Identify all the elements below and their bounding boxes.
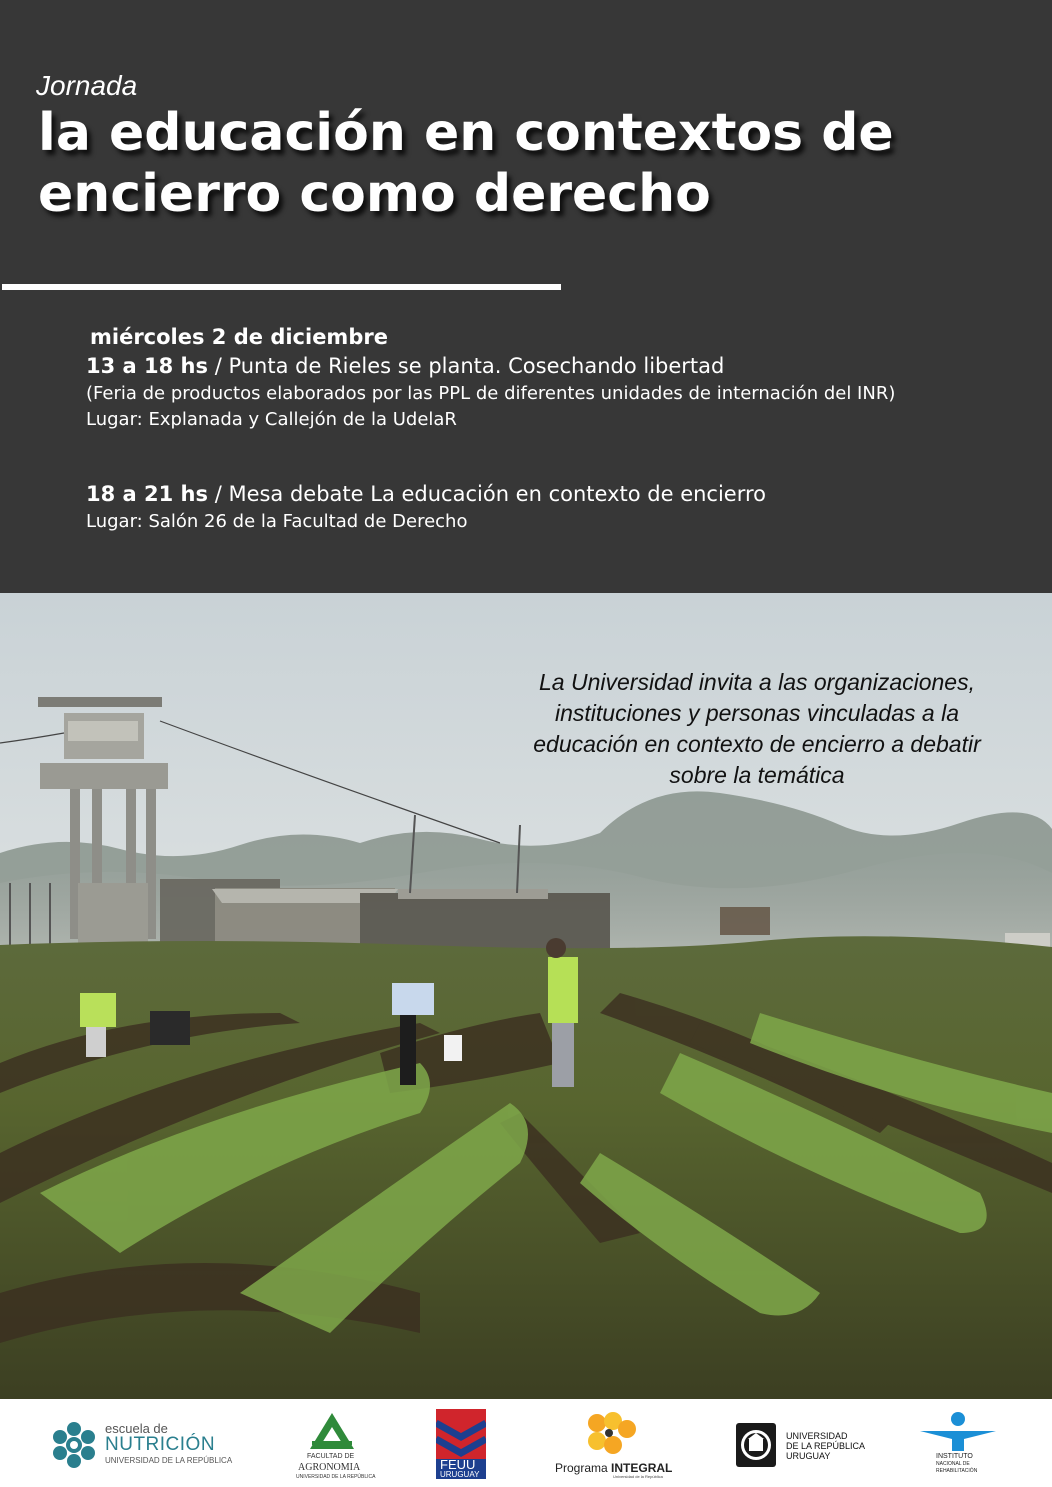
header-banner <box>0 0 1052 593</box>
inr-line1: INSTITUTO <box>936 1453 973 1460</box>
nutricion-big: NUTRICIÓN <box>105 1434 216 1455</box>
logo-agronomia <box>296 1411 376 1481</box>
event-2-separator: / <box>208 482 229 506</box>
event-1-separator: / <box>208 354 229 378</box>
udelar-line3: URUGUAY <box>786 1451 831 1461</box>
logo-inr <box>918 1411 998 1479</box>
title-line-1: la educación en contextos de <box>38 103 894 163</box>
nutricion-flower-icon <box>50 1421 98 1469</box>
logo-udelar <box>736 1423 876 1469</box>
event-1-place: Lugar: Explanada y Callejón de la UdelaR <box>86 409 457 430</box>
inr-line3: REHABILITACIÓN <box>936 1468 978 1474</box>
udelar-line2: DE LA REPÚBLICA <box>786 1441 866 1451</box>
inr-line2: NACIONAL DE <box>936 1461 970 1467</box>
event-2-name: Mesa debate La educación en contexto de encierro <box>228 482 767 506</box>
udelar-seal-icon <box>736 1423 776 1467</box>
inr-figure-icon <box>918 1411 998 1451</box>
event-1-time: 13 a 18 hs <box>86 354 209 378</box>
nutricion-sub: UNIVERSIDAD DE LA REPÚBLICA <box>105 1456 233 1465</box>
title-line-2: encierro como derecho <box>38 164 711 224</box>
feuu-line1: FEUU <box>440 1457 476 1472</box>
logo-feuu <box>436 1409 486 1479</box>
agronomia-line1: FACULTAD DE <box>307 1453 355 1460</box>
invitation-line-1: La Universidad invita a las organizaciones, <box>539 669 975 695</box>
invitation-line-4: sobre la temática <box>669 762 845 788</box>
page-title <box>38 103 1038 225</box>
invitation-line-3: educación en contexto de encierro a debatir <box>533 731 981 757</box>
event-2-time: 18 a 21 hs <box>86 482 209 506</box>
event-date: miércoles 2 de diciembre <box>90 325 388 349</box>
invitation-text <box>492 667 1022 791</box>
nutricion-small: escuela de <box>105 1421 168 1436</box>
event-1-detail: (Feria de productos elaborados por las PPL de diferentes unidades de internación del INR) <box>86 383 896 404</box>
agronomia-line2: AGRONOMIA <box>298 1462 361 1473</box>
agronomia-a-icon <box>296 1411 368 1451</box>
integral-name: INTEGRAL <box>611 1461 673 1475</box>
title-divider <box>2 284 561 290</box>
integral-sub: Universidad de la República <box>613 1474 663 1479</box>
feuu-chevron-icon <box>436 1409 486 1459</box>
event-1-name: Punta de Rieles se planta. Cosechando libertad <box>228 354 725 378</box>
logo-nutricion <box>50 1421 260 1471</box>
invitation-line-2: instituciones y personas vinculadas a la <box>554 700 959 726</box>
feuu-line2: URUGUAY <box>440 1470 480 1479</box>
integral-flower-icon <box>583 1411 643 1457</box>
event-2-place: Lugar: Salón 26 de la Facultad de Derecho <box>86 511 468 532</box>
udelar-line1: UNIVERSIDAD <box>786 1431 848 1441</box>
agronomia-line3: UNIVERSIDAD DE LA REPÚBLICA <box>296 1474 376 1480</box>
logo-programa-integral <box>553 1411 675 1479</box>
integral-title <box>555 1461 672 1475</box>
event-2-heading <box>86 482 766 506</box>
kicker-text: Jornada <box>36 70 138 101</box>
integral-prefix: Programa <box>555 1461 612 1475</box>
sponsor-logos <box>0 1399 1052 1487</box>
event-1-heading <box>86 354 724 378</box>
